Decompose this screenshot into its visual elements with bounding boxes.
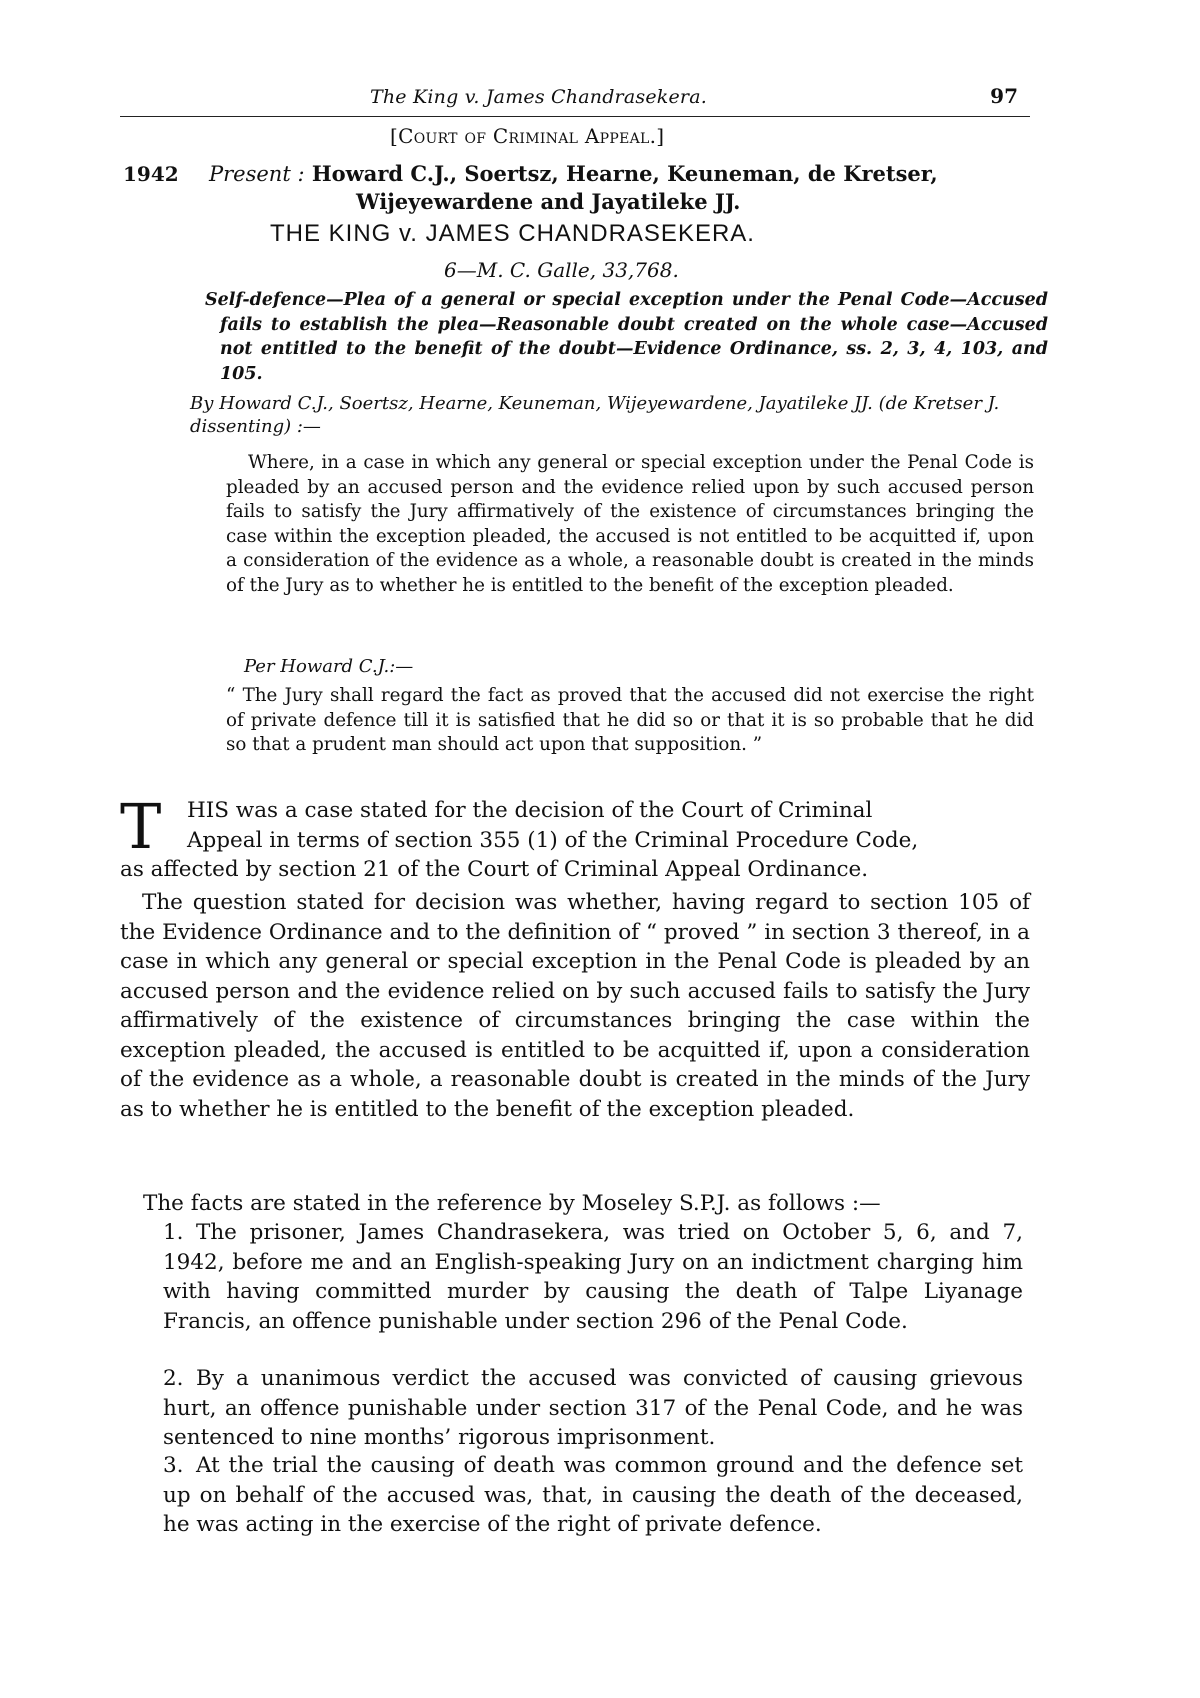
numbered-item [143, 1451, 1023, 1540]
case-number: 6—M. C. Galle, 33,768. [444, 258, 679, 282]
intro-rest: as affected by section 21 of the Court of Criminal Appeal Ordinance. [120, 857, 869, 882]
drop-cap: T [120, 790, 162, 863]
question-paragraph: The question stated for decision was whether, having regard to section 105 of the Evidence Ordinance and to the definition of “ proved ” in section 3 thereof, in a case in which any general or special exception in the Penal Code is pleaded by an accused person and the evidence relied on by such accused fails to satisfy the Jury affirmatively of the existence of circumstances bringing the case within the exception pleaded, the accused is entitled to be acquitted if, upon a consideration of the evidence as a whole, a reasonable doubt is created in the minds of the Jury as to whether he is entitled to the benefit of the exception pleaded. [120, 890, 1030, 1122]
numbered-item [143, 1364, 1023, 1453]
intro-line2: Appeal in terms of section 355 (1) of the Criminal Procedure Code, [187, 827, 919, 853]
running-title: The King v. James Chandrasekera. [370, 86, 707, 108]
court-heading [390, 124, 664, 148]
numbered-item [143, 1218, 1023, 1336]
item-text: At the trial the causing of death was common ground and the defence set up on behalf of the accused was, that, in causing the death of the deceased, he was acting in the exercise of the right of private defence. [163, 1453, 1023, 1537]
bench-label: Present : [209, 162, 305, 186]
per-label: Per Howard C.J.:— [244, 656, 414, 677]
item-text: The prisoner, James Chandrasekera, was tried on October 5, 6, and 7, 1942, before me and an English-speaking Jury on an indictment charging him with having committed murder by causing the death of Talpe Liyanage Francis, an offence punishable under section 296 of the Penal Code. [163, 1220, 1023, 1334]
page-number: 97 [990, 84, 1018, 108]
item-number: 3. [163, 1453, 184, 1478]
quote: “ The Jury shall regard the fact as proved that the accused did not exercise the right of private defence till it is satisfied that he did so or that it is so probable that he did so that a prudent man should act upon that supposition. ” [226, 685, 1034, 755]
item-text: By a unanimous verdict the accused was convicted of causing grievous hurt, an offence punishable under section 317 of the Penal Code, and he was sentenced to nine months’ rigorous imprisonment. [163, 1366, 1023, 1450]
item-number: 1. [163, 1220, 184, 1245]
byline: By Howard C.J., Soertsz, Hearne, Keuneman, Wijeyewardene, Jayatileke JJ. (de Kretser J. dissenting) :— [190, 393, 1000, 437]
intro-line1: HIS was a case stated for the decision of the Court of Criminal [187, 798, 873, 823]
item-number: 2. [163, 1366, 184, 1391]
court-bracket-open: [ [390, 124, 399, 148]
holding-text: Where, in a case in which any general or special exception under the Penal Code is pleaded by an accused person and the evidence relied upon by such accused person fails to satisfy the Jury affirmatively of the existence of circumstances bringing the case within the exception pleaded, the accused is not entitled to be acquitted if, upon a consideration of the evidence as a whole, a reasonable doubt is created in the minds of the Jury as to whether he is entitled to the benefit of the exception pleaded. [226, 452, 1034, 596]
bench-judges-line2: Wijeyewardene and Jayatileke JJ. [356, 189, 741, 214]
court-name: Court of Criminal Appeal. [398, 124, 657, 148]
case-title: THE KING v. JAMES CHANDRASEKERA. [270, 220, 755, 247]
intro-paragraph [120, 790, 1030, 885]
court-bracket-close: ] [656, 124, 665, 148]
bench [209, 160, 1029, 215]
year: 1942 [123, 162, 179, 186]
running-head [120, 82, 1030, 117]
bench-judges-line1: Howard C.J., Soertsz, Hearne, Keuneman, de Kretser, [311, 161, 938, 186]
holding [226, 451, 1034, 598]
facts-intro: The facts are stated in the reference by Moseley S.P.J. as follows :— [143, 1191, 881, 1216]
headnote: Self-defence—Plea of a general or special exception under the Penal Code—Accused fails to establish the plea—Reasonable doubt created on the whole case—Accused not entitled to the benefit of the doubt—Evidence Ordinance, ss. 2, 3, 4, 103, and 105. [205, 290, 1048, 384]
